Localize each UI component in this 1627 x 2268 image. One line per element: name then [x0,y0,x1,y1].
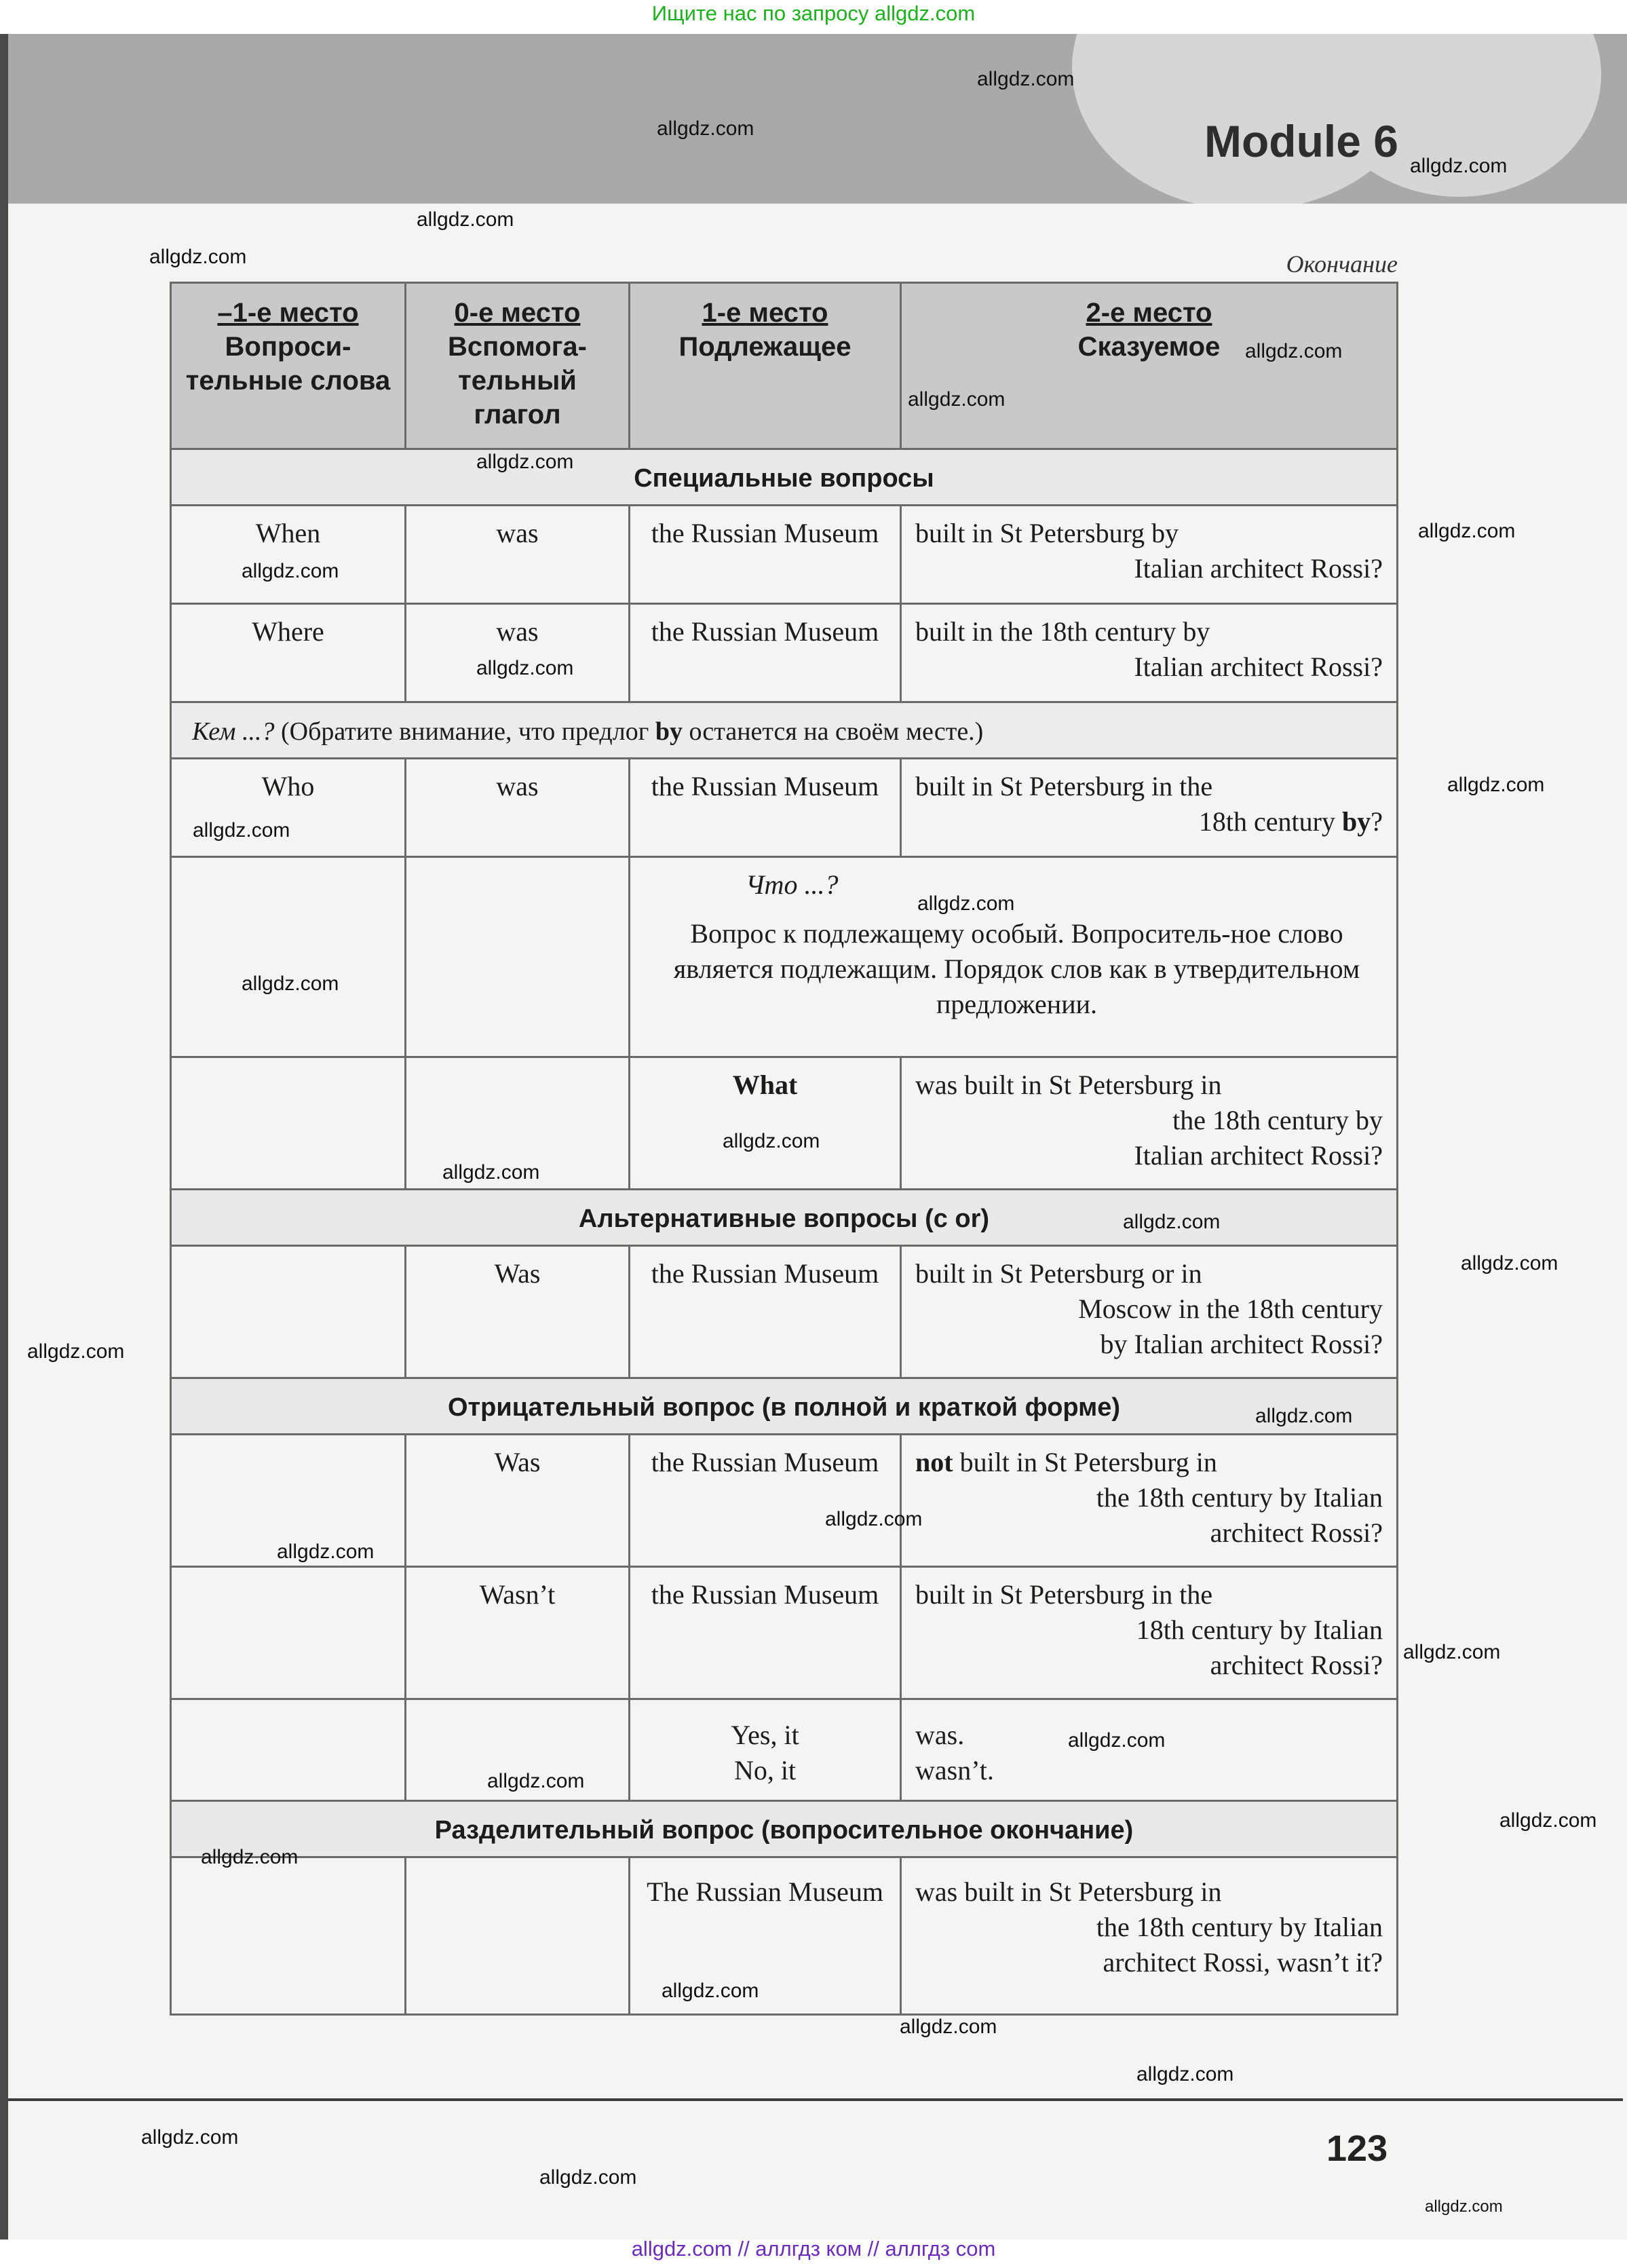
watermark: allgdz.com [1255,1405,1353,1427]
empty-cell [171,857,406,1057]
chto-note-cell [630,857,1398,1057]
subject-cell: Yes, it No, it [630,1699,901,1801]
watermark: allgdz.com [201,1846,299,1868]
auxiliary-cell: was [406,759,630,857]
subject-cell: the Russian Museum [630,506,901,604]
header-col-1: –1-е место Вопроси-тельные слова [171,283,406,449]
top-search-link[interactable]: Ищите нас по запросу allgdz.com [651,1,976,25]
empty-cell [171,1699,406,1801]
predicate-cell: built in St Petersburg by Italian architect Rossi? [901,506,1398,604]
subject-cell: the Russian Museum [630,1435,901,1567]
watermark: allgdz.com [723,1130,820,1152]
section-tag-questions: Разделительный вопрос (вопросительное окончание) [171,1801,1398,1857]
watermark: allgdz.com [242,560,339,582]
watermark: allgdz.com [417,208,514,231]
watermark: allgdz.com [27,1340,125,1363]
watermark: allgdz.com [1418,520,1516,542]
chto-explanation: Вопрос к подлежащему особый. Вопроситель-ное слово является подлежащим. Порядок слов как в утвердительном предложении. [673,918,1360,1019]
watermark: allgdz.com [476,451,574,473]
module-title: Module 6 [1204,116,1399,166]
watermark: allgdz.com [242,972,339,995]
predicate-cell: was. wasn’t. [901,1699,1398,1801]
watermark: allgdz.com [1410,155,1508,177]
auxiliary-cell: was [406,506,630,604]
table-header-row [171,283,1398,449]
table-continuation-label: Окончание [1286,250,1398,278]
predicate-cell: was built in St Petersburg in the 18th century by Italian architect Rossi, wasn’t it? [901,1857,1398,2015]
section-special-questions: Специальные вопросы [171,449,1398,506]
question-word-cell: When [171,506,406,604]
subject-cell: The Russian Museum [630,1857,901,2015]
question-word-cell: Where [171,604,406,702]
subject-cell: the Russian Museum [630,759,901,857]
empty-cell [171,1567,406,1699]
table-row [171,1246,1398,1378]
watermark: allgdz.com [917,892,1015,915]
page-bottom-rule [8,2098,1623,2101]
watermark: allgdz.com [1136,2063,1234,2085]
watermark: allgdz.com [442,1161,540,1184]
watermark: allgdz.com [1068,1729,1166,1752]
predicate-cell: built in St Petersburg in the 18th century by? [901,759,1398,857]
watermark: allgdz.com [908,388,1006,411]
empty-cell [171,1857,406,2015]
watermark: allgdz.com [1461,1252,1558,1274]
chto-label: Что ...? [746,869,839,900]
watermark: allgdz.com [277,1541,375,1563]
auxiliary-cell: was [406,604,630,702]
watermark: allgdz.com [193,819,290,842]
watermark: allgdz.com [1447,774,1545,796]
watermark: allgdz.com [1425,2197,1503,2216]
table-row [171,759,1398,857]
empty-cell [406,1857,630,2015]
predicate-cell: was built in St Petersburg in the 18th century by Italian architect Rossi? [901,1057,1398,1190]
watermark: allgdz.com [487,1770,585,1792]
watermark: allgdz.com [476,657,574,679]
watermark: allgdz.com [539,2166,637,2189]
section-negative-questions: Отрицательный вопрос (в полной и краткой форме) [171,1378,1398,1435]
auxiliary-cell: Wasn’t [406,1567,630,1699]
watermark: allgdz.com [149,246,247,268]
note-kem-row: Кем ...? (Обратите внимание, что предлог by останется на своём месте.) [171,702,1398,759]
watermark: allgdz.com [657,117,754,140]
empty-cell [171,1246,406,1378]
empty-cell [406,857,630,1057]
watermark: allgdz.com [900,2016,997,2038]
table-row [171,1857,1398,2015]
watermark: allgdz.com [1245,340,1343,362]
predicate-cell: built in St Petersburg in the 18th century by Italian architect Rossi? [901,1567,1398,1699]
table-row [171,506,1398,604]
section-alternative-questions: Альтернативные вопросы (с or) [171,1190,1398,1246]
table-row [171,1567,1398,1699]
empty-cell [171,1057,406,1190]
watermark: allgdz.com [977,68,1075,90]
auxiliary-cell: Was [406,1435,630,1567]
page-number: 123 [1326,2128,1388,2169]
watermark: allgdz.com [141,2126,239,2149]
watermark: allgdz.com [662,1980,759,2002]
header-col-4: 2-е место Сказуемое [901,283,1398,449]
page-edge [0,34,8,2239]
table-row [171,1699,1398,1801]
table-row [171,857,1398,1057]
predicate-cell: built in St Petersburg or in Moscow in the 18th century by Italian architect Rossi? [901,1246,1398,1378]
subject-cell: the Russian Museum [630,1567,901,1699]
subject-cell: the Russian Museum [630,604,901,702]
subject-cell: the Russian Museum [630,1246,901,1378]
bottom-site-links[interactable]: allgdz.com // аллгдз ком // аллгдз com [631,2237,996,2261]
subject-cell: What [630,1057,901,1190]
table-row [171,1057,1398,1190]
predicate-cell: built in the 18th century by Italian architect Rossi? [901,604,1398,702]
question-word-cell: Who [171,759,406,857]
header-col-2: 0-е место Вспомога-тельный глагол [406,283,630,449]
table-row [171,604,1398,702]
watermark: allgdz.com [1123,1211,1221,1233]
header-col-3: 1-е место Подлежащее [630,283,901,449]
watermark: allgdz.com [1403,1641,1501,1663]
auxiliary-cell: Was [406,1246,630,1378]
predicate-cell: not built in St Petersburg in the 18th century by Italian architect Rossi? [901,1435,1398,1567]
watermark: allgdz.com [1499,1809,1597,1832]
watermark: allgdz.com [825,1508,923,1530]
